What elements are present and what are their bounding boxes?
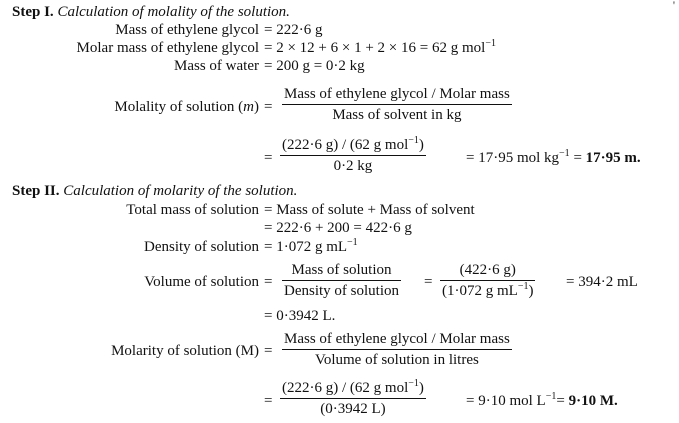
step1-title-bold: Step I. [12,4,54,20]
density-text: = 1·072 g mL [264,239,348,255]
step2-molarity-label: Molarity of solution (M) [111,343,259,359]
num-text: (222·6 g) / (62 g mol [282,380,409,396]
step1-molar-mass-exp: −1 [485,38,496,49]
result-eq: = [556,393,569,409]
frac-denominator: (0·3942 L) [320,401,386,417]
step2-density-value [264,239,358,256]
molality-label-close: ) [254,99,259,115]
result-exp: −1 [559,148,570,159]
step2-calc-eq: = [264,393,273,409]
step2-volume-eq: = [264,274,273,290]
den-exp: −1 [517,281,529,292]
frac-numerator: Mass of ethylene glycol / Molar mass [284,86,510,102]
den-text: (1·072 g mL [442,283,518,299]
result-exp: −1 [545,391,557,402]
step1-calc-eq: = [264,150,273,166]
step1-molar-mass-text: = 2 × 12 + 6 × 1 + 2 × 16 = 62 g mol [264,40,486,56]
density-exp: −1 [347,237,358,248]
result-text: = 17·95 mol kg [466,150,560,166]
step2-volume-eq2: = [424,274,433,290]
step1-molar-mass-label: Molar mass of ethylene glycol [76,40,259,56]
step1-heading [12,4,290,21]
step2-volume-label: Volume of solution [144,274,259,290]
step2-total-mass-label: Total mass of solution [126,202,259,218]
frac-numerator: Mass of ethylene glycol / Molar mass [284,331,510,347]
corner-mark: ' [672,0,675,12]
num-close: ) [418,380,424,396]
frac-bar [282,280,401,281]
frac-denominator: Density of solution [284,283,399,299]
frac-bar [280,155,426,156]
step1-mass-glycol-label: Mass of ethylene glycol [115,22,259,38]
frac-denominator [440,283,535,300]
step1-molality-fraction [282,86,512,124]
step2-volume-result: = 394·2 mL [566,274,638,290]
step2-total-mass-value: = Mass of solute + Mass of solvent [264,202,475,218]
step1-mass-water-value: = 200 g = 0·2 kg [264,58,365,74]
frac-denominator: 0·2 kg [333,158,373,174]
step1-calc-fraction [280,137,426,175]
step2-volume-fraction [282,262,401,300]
molality-final: 17·95 m. [585,150,641,166]
frac-numerator: (422·6 g) [459,262,516,278]
frac-bar [280,398,426,399]
num-close: ) [418,137,424,153]
step2-total-mass-sum: = 222·6 + 200 = 422·6 g [264,220,412,236]
result-text: = 9·10 mol L [466,393,546,409]
frac-bar [282,104,512,105]
step1-molality-label [114,99,259,116]
molality-var: m [243,99,254,115]
frac-bar [282,349,512,350]
den-close: ) [528,283,534,299]
step2-density-label: Density of solution [144,239,259,255]
step2-title-italic: Calculation of molarity of the solution. [63,183,298,199]
num-text: (222·6 g) / (62 g mol [282,137,409,153]
step1-title-italic: Calculation of molality of the solution. [57,4,290,20]
frac-numerator [280,137,426,154]
frac-denominator: Volume of solution in litres [314,352,479,368]
num-exp: −1 [408,378,419,389]
step1-molar-mass-value [264,40,496,57]
step2-molarity-result [466,393,618,410]
frac-numerator [280,380,426,397]
step2-calc-fraction [280,380,426,418]
result-eq: = [569,150,586,166]
step1-molality-eq: = [264,99,273,115]
frac-numerator: Mass of solution [291,262,392,278]
num-exp: −1 [408,135,419,146]
step2-molarity-eq: = [264,343,273,359]
step2-volume-fraction-2 [440,262,535,300]
step1-mass-glycol-value: = 222·6 g [264,22,323,38]
molality-label-text: Molality of solution ( [114,99,244,115]
step1-mass-water-label: Mass of water [174,58,259,74]
molarity-final: 9·10 M. [568,393,618,409]
step2-title-bold: Step II. [12,183,60,199]
step2-heading [12,183,297,200]
step1-molality-result [466,150,641,167]
step2-molarity-fraction [282,331,512,369]
frac-denominator: Mass of solvent in kg [332,107,462,123]
step2-volume-litres: = 0·3942 L. [264,308,336,324]
